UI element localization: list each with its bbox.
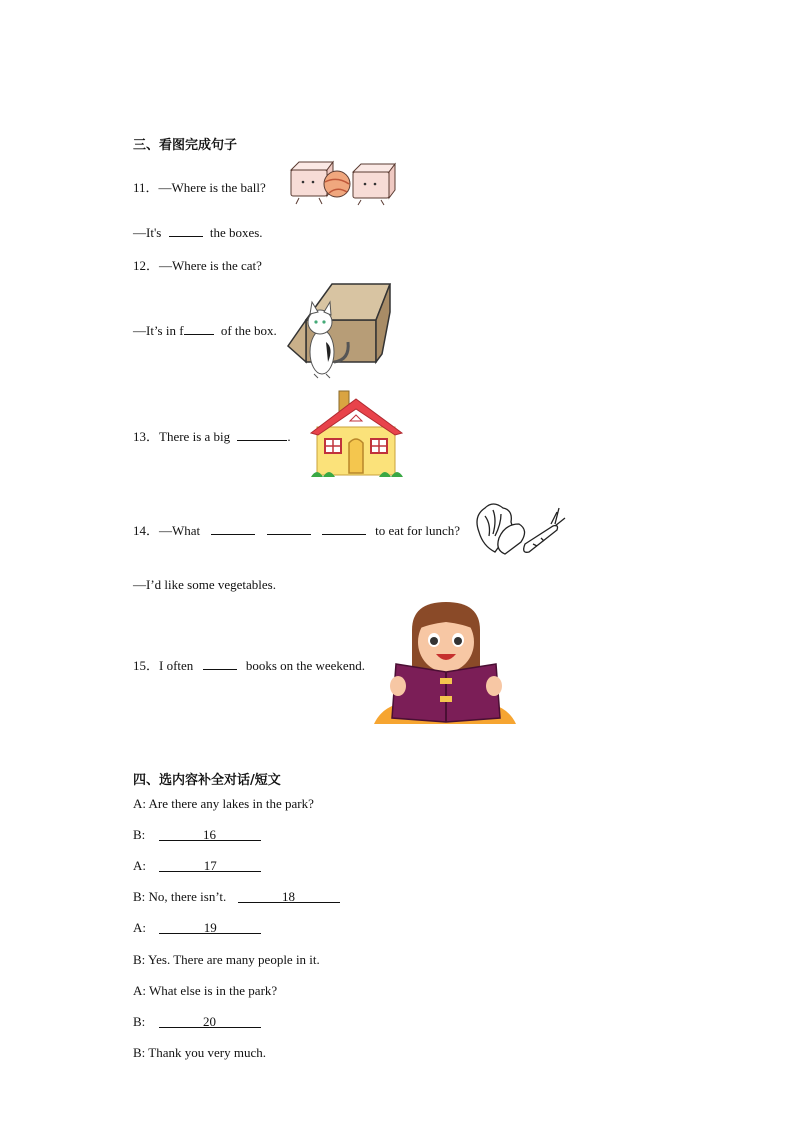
answer-blank[interactable] — [184, 322, 214, 335]
question-number: 13． — [133, 429, 160, 444]
dialogue-line-5: A: 19 — [133, 920, 261, 936]
question-number: 12． — [133, 258, 160, 273]
answer-blank-16[interactable]: 16 — [159, 828, 261, 841]
section-4-heading: 四、选内容补全对话/短文 — [133, 773, 281, 788]
dialogue-line-7: A: What else is in the park? — [133, 983, 278, 998]
answer-blank-17[interactable]: 17 — [159, 859, 261, 872]
answer-blank-20[interactable]: 20 — [159, 1015, 261, 1028]
vegetables-image — [471, 502, 567, 556]
question-number: 14． — [133, 523, 160, 538]
answer-blank[interactable] — [203, 657, 237, 670]
boxes-ball-image — [289, 160, 399, 206]
girl-reading-image — [374, 600, 518, 724]
dialogue-line-6: B: Yes. There are many people in it. — [133, 952, 320, 967]
question-15: 15．I often books on the weekend. — [133, 658, 365, 673]
dialogue-line-2: B: 16 — [133, 827, 261, 843]
question-number: 15． — [133, 658, 160, 673]
question-14: 14．—What to eat for lunch? — [133, 523, 460, 538]
question-number: 11． — [133, 180, 159, 195]
dialogue-line-4: B: No, there isn’t. 18 — [133, 889, 340, 905]
answer-12: —It’s in f of the box. — [133, 323, 277, 338]
question-11 — [133, 177, 266, 196]
question-text: —Where is the ball? — [158, 180, 266, 195]
dialogue-line-8: B: 20 — [133, 1014, 261, 1030]
answer-11: —It's the boxes. — [133, 225, 263, 240]
question-12 — [133, 255, 262, 274]
section-3-heading: 三、看图完成句子 — [133, 138, 238, 153]
answer-blank[interactable] — [169, 224, 203, 237]
cat-box-image — [286, 282, 392, 380]
dialogue-line-3: A: 17 — [133, 858, 261, 874]
dialogue-line-1: A: Are there any lakes in the park? — [133, 796, 314, 811]
answer-blank[interactable] — [237, 428, 287, 441]
question-text: —Where is the cat? — [159, 258, 262, 273]
answer-blank-18[interactable]: 18 — [238, 890, 340, 903]
answer-blank-19[interactable]: 19 — [159, 921, 261, 934]
answer-blank-2[interactable] — [267, 522, 311, 535]
house-image — [309, 387, 404, 479]
answer-14: —I’d like some vegetables. — [133, 577, 276, 592]
dialogue-line-9: B: Thank you very much. — [133, 1045, 266, 1060]
answer-blank-3[interactable] — [322, 522, 366, 535]
question-13: 13．There is a big . — [133, 429, 291, 444]
answer-blank-1[interactable] — [211, 522, 255, 535]
